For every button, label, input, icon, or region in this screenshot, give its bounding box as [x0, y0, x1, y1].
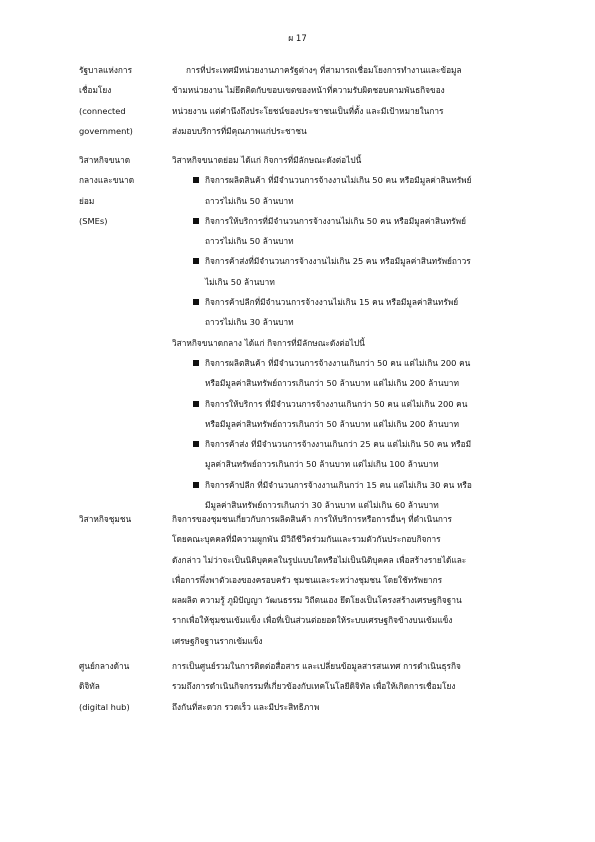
- bullet-line: ถาวรไม่เกิน 50 ล้านบาท: [205, 236, 294, 247]
- glossary-term: [79, 60, 164, 141]
- square-bullet-icon: [193, 482, 199, 488]
- term-line: (connected: [79, 105, 126, 116]
- bullet-line: มูลค่าสินทรัพย์ถาวรเกินกว่า 50 ล้านบาท แต่ไม่เกิน 100 ล้านบาท: [205, 459, 439, 470]
- definition-line: ส่งมอบบริการที่มีคุณภาพแก่ประชาชน: [172, 125, 307, 136]
- bullet-line: กิจการให้บริการ ที่มีจำนวนการจ้างงานเกินกว่า 50 คน แต่ไม่เกิน 200 คน: [205, 398, 468, 409]
- glossary-definition: [172, 60, 549, 141]
- bullet-line: กิจการค้าส่ง ที่มีจำนวนการจ้างงานเกินกว่า 25 คน แต่ไม่เกิน 50 คน หรือมี: [205, 439, 472, 450]
- bullet-item: [172, 251, 549, 292]
- bullet-item: [172, 170, 549, 211]
- bullet-item: [172, 211, 549, 252]
- glossary-definition: [172, 656, 549, 717]
- definition-line: การเป็นศูนย์รวมในการติดต่อสื่อสาร และเปลี่ยนข้อมูลสารสนเทศ การดำเนินธุรกิจ: [172, 661, 461, 671]
- definition-line: กิจการของชุมชนเกี่ยวกับการผลิตสินค้า การให้บริการหรือการอื่นๆ ที่ดำเนินการ: [172, 514, 453, 524]
- bullet-item: [172, 394, 549, 435]
- glossary-term: [79, 509, 164, 529]
- definition-line: วิสาหกิจขนาดกลาง ได้แก่ กิจการที่มีลักษณะดังต่อไปนี้: [172, 337, 365, 348]
- bullet-line: มีมูลค่าสินทรัพย์ถาวรเกินกว่า 30 ล้านบาท แต่ไม่เกิน 60 ล้านบาท: [205, 500, 439, 511]
- term-line: ย่อม: [79, 195, 95, 206]
- definition-line: หน่วยงาน แต่คำนึงถึงประโยชน์ของประชาชนเป็นที่ตั้ง และมีเป้าหมายในการ: [172, 105, 444, 116]
- square-bullet-icon: [193, 218, 199, 224]
- square-bullet-icon: [193, 360, 199, 366]
- definition-line: วิสาหกิจขนาดย่อม ได้แก่ กิจการที่มีลักษณะดังต่อไปนี้: [172, 155, 362, 165]
- term-line: วิสาหกิจชุมชน: [79, 514, 132, 524]
- bullet-line: กิจการค้าปลีกที่มีจำนวนการจ้างงานไม่เกิน 15 คน หรือมีมูลค่าสินทรัพย์: [205, 297, 459, 308]
- term-line: รัฐบาลแห่งการ: [79, 65, 133, 75]
- definition-line: รวมถึงการดำเนินกิจกรรมที่เกี่ยวข้องกับเทคโนโลยีดิจิทัล เพื่อให้เกิดการเชื่อมโยง: [172, 681, 456, 692]
- bullet-line: ไม่เกิน 50 ล้านบาท: [205, 276, 275, 287]
- definition-line: ข้ามหน่วยงาน ไม่ยึดติดกับขอบเขตของหน้าที่ความรับผิดชอบตามพันธกิจของ: [172, 85, 445, 96]
- square-bullet-icon: [193, 258, 199, 264]
- bullet-item: [172, 434, 549, 475]
- square-bullet-icon: [193, 299, 199, 305]
- definition-line: เศรษฐกิจฐานรากเข้มแข็ง: [172, 635, 263, 646]
- bullet-line: กิจการค้าส่งที่มีจำนวนการจ้างงานไม่เกิน 25 คน หรือมีมูลค่าสินทรัพย์ถาวร: [205, 256, 471, 267]
- glossary-definition: [172, 509, 549, 651]
- glossary-term: [79, 150, 164, 231]
- bullet-line: หรือมีมูลค่าสินทรัพย์ถาวรเกินกว่า 50 ล้านบาท แต่ไม่เกิน 200 ล้านบาท: [205, 378, 459, 389]
- bullet-line: หรือมีมูลค่าสินทรัพย์ถาวรเกินกว่า 50 ล้านบาท แต่ไม่เกิน 200 ล้านบาท: [205, 418, 459, 429]
- definition-line: การที่ประเทศมีหน่วยงานภาครัฐต่างๆ ที่สามารถเชื่อมโยงการทำงานและข้อมูล: [186, 65, 462, 75]
- glossary-definition: [172, 150, 549, 515]
- definition-line: โดยคณะบุคคลที่มีความผูกพัน มีวิถีชีวิตร่วมกันและรวมตัวกันประกอบกิจการ: [172, 534, 441, 545]
- bullet-line: กิจการผลิตสินค้า ที่มีจำนวนการจ้างงานไม่เกิน 50 คน หรือมีมูลค่าสินทรัพย์: [205, 175, 472, 186]
- bullet-line: ถาวรไม่เกิน 30 ล้านบาท: [205, 317, 294, 328]
- square-bullet-icon: [193, 177, 199, 183]
- term-line: (SMEs): [79, 215, 108, 226]
- term-line: (digital hub): [79, 701, 130, 712]
- bullet-line: ถาวรไม่เกิน 50 ล้านบาท: [205, 195, 294, 206]
- definition-line: ดังกล่าว ไม่ว่าจะเป็นนิติบุคคลในรูปแบบใดหรือไม่เป็นนิติบุคคล เพื่อสร้างรายได้และ: [172, 554, 467, 565]
- term-line: วิสาหกิจขนาด: [79, 155, 131, 165]
- definition-line: รากเพื่อให้ชุมชนเข้มแข็ง เพื่อที่เป็นส่วนต่อยอดให้ระบบเศรษฐกิจข้างบนเข้มแข็ง: [172, 615, 453, 626]
- term-line: government): [79, 125, 133, 136]
- bullet-line: กิจการค้าปลีก ที่มีจำนวนการจ้างงานเกินกว่า 15 คน แต่ไม่เกิน 30 คน หรือ: [205, 479, 472, 490]
- term-line: ดิจิทัล: [79, 681, 100, 692]
- square-bullet-icon: [193, 401, 199, 407]
- term-line: ศูนย์กลางด้าน: [79, 661, 130, 671]
- bullet-line: กิจการให้บริการที่มีจำนวนการจ้างงานไม่เกิน 50 คน หรือมีมูลค่าสินทรัพย์: [205, 215, 466, 226]
- definition-line: ถึงกันที่สะดวก รวดเร็ว และมีประสิทธิภาพ: [172, 701, 320, 712]
- term-line: กลางและขนาด: [79, 175, 135, 186]
- page-number: ผ 17: [288, 34, 307, 44]
- definition-line: เพื่อการพึ่งพาตัวเองของครอบครัว ชุมชนและระหว่างชุมชน โดยใช้ทรัพยากร: [172, 574, 443, 585]
- glossary-term: [79, 656, 164, 717]
- bullet-item: [172, 292, 549, 333]
- bullet-line: กิจการผลิตสินค้า ที่มีจำนวนการจ้างงานเกินกว่า 50 คน แต่ไม่เกิน 200 คน: [205, 357, 471, 368]
- square-bullet-icon: [193, 441, 199, 447]
- bullet-item: [172, 353, 549, 394]
- term-line: เชื่อมโยง: [79, 85, 112, 96]
- definition-line: ผลผลิต ความรู้ ภูมิปัญญา วัฒนธรรม วิถีตนเอง ยึดโยงเป็นโครงสร้างเศรษฐกิจฐาน: [172, 595, 462, 606]
